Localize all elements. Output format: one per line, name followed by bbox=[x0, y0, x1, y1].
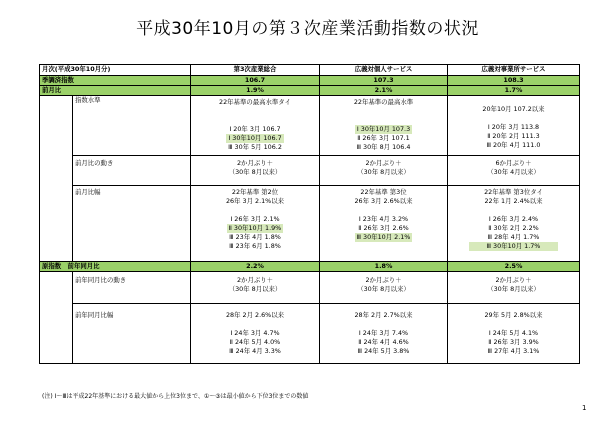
page-number: 1 bbox=[582, 404, 587, 412]
seasonal-label: 季調済指数 bbox=[40, 76, 191, 86]
mom-trend-business: 6か月ぶり＋ （30年 4月以来） bbox=[448, 156, 580, 186]
mom-trend-row bbox=[40, 156, 580, 186]
seasonal-value-personal: 107.3 bbox=[320, 76, 448, 86]
yoy-trend-row bbox=[40, 272, 580, 304]
index-level-personal-1: Ⅰ 30年10月 107.3 bbox=[356, 125, 411, 133]
index-level-business-1: Ⅰ 20年 3月 113.8 bbox=[487, 123, 540, 131]
yoy-range-label: 前年同月比幅 bbox=[73, 304, 191, 364]
header-row bbox=[40, 65, 580, 76]
mom-label: 前月比 bbox=[40, 86, 191, 96]
index-level-total bbox=[191, 96, 320, 156]
yoy-range-business: 29年 5月 2.8%以来 Ⅰ 24年 5月 4.1% Ⅱ 26年 3月 3.9% Ⅲ 27年 4月 3.1% bbox=[448, 304, 580, 364]
mom-trend-label: 前月比の動き bbox=[73, 156, 191, 186]
header-tertiary-total: 第3次産業総合 bbox=[191, 65, 320, 76]
index-level-personal bbox=[320, 96, 448, 156]
mom-range-total: 22年基準 第2位 26年 3月 2.1%以来 Ⅰ 26年 3月 2.1% Ⅱ 30年10月 1.9% Ⅲ 23年 4月 1.8% Ⅲ 23年 6月 1.8% bbox=[191, 186, 320, 262]
mom-value-business: 1.7% bbox=[448, 86, 580, 96]
indent-spacer bbox=[40, 96, 73, 262]
index-level-business bbox=[448, 96, 580, 156]
header-business-services: 広義対事業所サービス bbox=[448, 65, 580, 76]
index-level-personal-head: 22年基準の最高水準 bbox=[353, 98, 414, 106]
index-level-row bbox=[40, 96, 580, 156]
yoy-trend-label: 前年同月比の動き bbox=[73, 272, 191, 304]
mom-value-total: 1.9% bbox=[191, 86, 320, 96]
index-level-personal-3: Ⅲ 30年 8月 106.4 bbox=[356, 143, 411, 151]
header-personal-services: 広義対個人サービス bbox=[320, 65, 448, 76]
mom-range-label: 前月比幅 bbox=[73, 186, 191, 262]
mom-range-business: 22年基準 第3位タイ 22年 1月 2.4%以来 Ⅰ 26年 3月 2.4% Ⅱ 30年 2月 2.2% Ⅲ 28年 4月 1.7% Ⅲ 30年10月 1.7% bbox=[448, 186, 580, 262]
raw-value-business: 2.5% bbox=[448, 262, 580, 272]
index-level-label: 指数水準 bbox=[73, 96, 191, 156]
mom-row bbox=[40, 86, 580, 96]
mom-trend-personal: 2か月ぶり＋ （30年 8月以来） bbox=[320, 156, 448, 186]
mom-value-personal: 2.1% bbox=[320, 86, 448, 96]
seasonal-value-business: 108.3 bbox=[448, 76, 580, 86]
yoy-range-row bbox=[40, 304, 580, 364]
index-level-personal-2: Ⅱ 26年 3月 107.1 bbox=[357, 134, 410, 142]
yoy-trend-business: 2か月ぶり＋ （30年 8月以来） bbox=[448, 272, 580, 304]
index-level-total-3: Ⅲ 30年 5月 106.2 bbox=[228, 143, 282, 151]
raw-row bbox=[40, 262, 580, 272]
yoy-trend-total: 2か月ぶり＋ （30年 8月以来） bbox=[191, 272, 320, 304]
seasonal-value-total: 106.7 bbox=[191, 76, 320, 86]
page-title: 平成30年10月の第３次産業活動指数の状況 bbox=[136, 19, 479, 39]
mom-range-personal: 22年基準 第3位 26年 3月 2.6%以来 Ⅰ 23年 4月 3.2% Ⅱ 26年 3月 2.6% Ⅲ 30年10月 2.1% bbox=[320, 186, 448, 262]
raw-value-total: 2.2% bbox=[191, 262, 320, 272]
index-status-table bbox=[39, 64, 580, 364]
footnote: (注) Ⅰ～Ⅲは平成22年基準における最大値から上位3位まで、①～③は最小値から下位3位までの数値 bbox=[42, 393, 309, 400]
raw-value-personal: 1.8% bbox=[320, 262, 448, 272]
header-period: 月次(平成30年10月分) bbox=[40, 65, 191, 76]
index-level-business-2: Ⅱ 20年 2月 111.3 bbox=[487, 132, 540, 140]
yoy-trend-personal: 2か月ぶり＋ （30年 8月以来） bbox=[320, 272, 448, 304]
index-level-total-2: Ⅰ 30年10月 106.7 bbox=[228, 134, 282, 142]
index-level-total-head: 22年基準の最高水準タイ bbox=[219, 98, 291, 106]
yoy-range-personal: 28年 2月 2.7%以来 Ⅰ 24年 3月 7.4% Ⅱ 24年 4月 4.6% Ⅲ 24年 5月 3.8% bbox=[320, 304, 448, 364]
mom-trend-total: 2か月ぶり＋ （30年 8月以来） bbox=[191, 156, 320, 186]
indent-spacer-2 bbox=[40, 272, 73, 364]
seasonal-row bbox=[40, 76, 580, 86]
index-level-business-3: Ⅲ 20年 4月 111.0 bbox=[486, 141, 541, 149]
index-level-business-head: 20年10月 107.2以来 bbox=[482, 105, 545, 113]
yoy-range-total: 28年 2月 2.6%以来 Ⅰ 24年 3月 4.7% Ⅱ 24年 5月 4.0% Ⅲ 24年 4月 3.3% bbox=[191, 304, 320, 364]
index-level-total-1: Ⅰ 20年 3月 106.7 bbox=[229, 125, 281, 133]
mom-range-row bbox=[40, 186, 580, 262]
raw-label: 原指数 前年同月比 bbox=[40, 262, 191, 272]
